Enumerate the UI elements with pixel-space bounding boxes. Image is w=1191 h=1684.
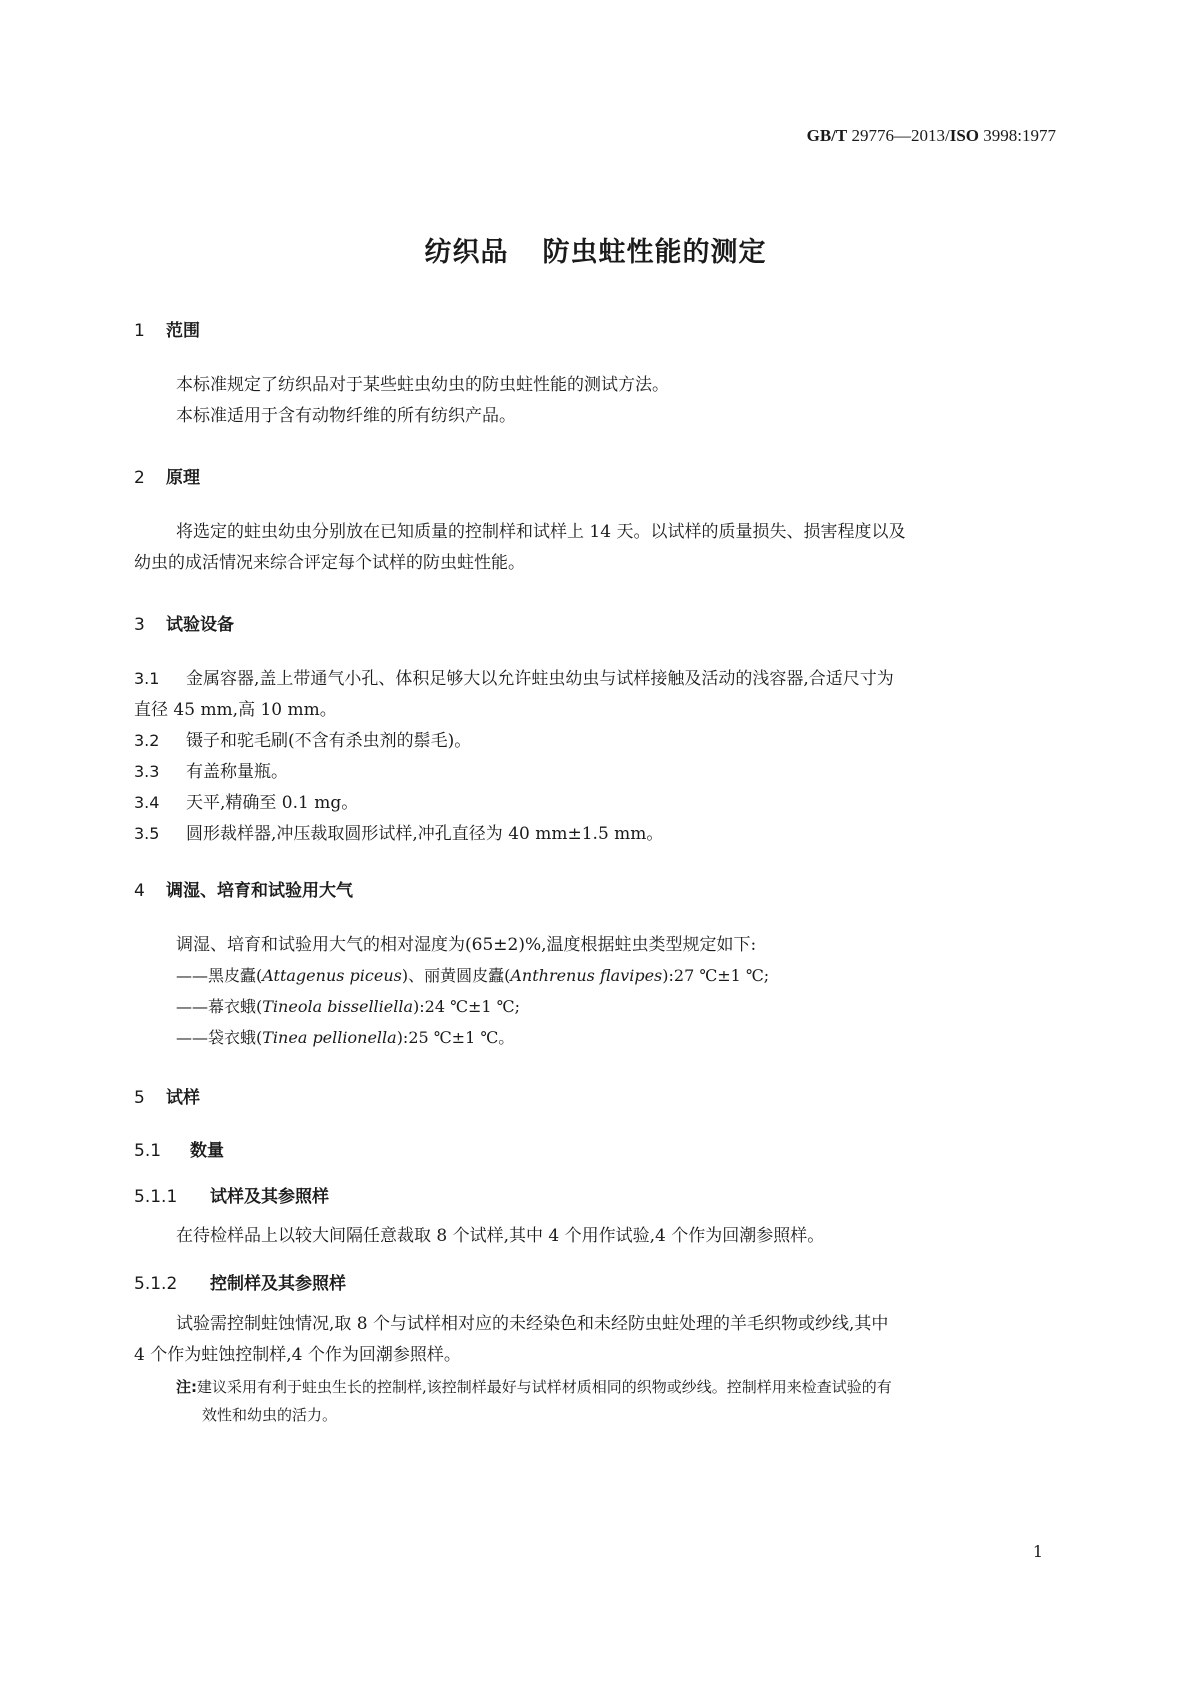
section-number: 5.1 <box>134 1141 162 1161</box>
temperature: ):27 ℃±1 ℃; <box>662 966 770 985</box>
item-3-1-continuation: 直径 45 mm,高 10 mm。 <box>134 700 337 720</box>
item-text: 金属容器,盖上带通气小孔、体积足够大以允许蛀虫幼虫与试样接触及活动的浅容器,合适尺寸为 <box>186 669 894 689</box>
section-2-heading <box>134 463 200 488</box>
section-5-1-2-para-line1: 试验需控制蛀蚀情况,取 8 个与试样相对应的未经染色和未经防虫蛀处理的羊毛织物或纱线,其中 <box>176 1314 889 1334</box>
item-text: 镊子和驼毛刷(不含有杀虫剂的鬃毛)。 <box>186 731 472 751</box>
section-number: 4 <box>134 881 145 901</box>
document-title <box>0 230 1191 269</box>
section-5-heading <box>134 1083 200 1108</box>
note-label: 注: <box>176 1378 197 1396</box>
section-number: 5 <box>134 1088 145 1108</box>
item-3-2 <box>134 725 471 757</box>
item-3-5 <box>134 818 663 850</box>
section-2-para-line2: 幼虫的成活情况来综合评定每个试样的防虫蛀性能。 <box>134 553 525 573</box>
section-number: 5.1.1 <box>134 1187 178 1207</box>
section-5-1-1-para: 在待检样品上以较大间隔任意裁取 8 个试样,其中 4 个用作试验,4 个作为回潮参照样。 <box>176 1226 825 1246</box>
section-5-1-2-heading <box>134 1269 346 1294</box>
latin-name: Attagenus piceus <box>262 966 402 985</box>
list-item <box>176 960 769 992</box>
note <box>176 1373 892 1401</box>
section-1-para2: 本标准适用于含有动物纤维的所有纺织产品。 <box>176 406 516 426</box>
section-1-para1: 本标准规定了纺织品对于某些蛀虫幼虫的防虫蛀性能的测试方法。 <box>176 375 669 395</box>
common-name: )、丽黄圆皮蠹( <box>401 966 511 985</box>
item-text: 有盖称量瓶。 <box>186 762 288 782</box>
section-5-1-1-heading <box>134 1182 329 1207</box>
section-number: 5.1.2 <box>134 1274 178 1294</box>
note-continuation: 效性和幼虫的活力。 <box>202 1406 338 1424</box>
item-text: 天平,精确至 0.1 mg。 <box>186 793 359 813</box>
item-3-3 <box>134 756 288 788</box>
common-name: 袋衣蛾( <box>208 1028 263 1047</box>
standard-prefix: GB/T <box>806 126 848 145</box>
section-title: 试样及其参照样 <box>210 1187 329 1207</box>
dash: —— <box>176 1028 208 1047</box>
latin-name: Tinea pellionella <box>262 1028 397 1047</box>
section-number: 1 <box>134 321 145 341</box>
section-title: 原理 <box>166 468 200 488</box>
latin-name: Tineola bisselliella <box>262 997 414 1016</box>
section-number: 2 <box>134 468 145 488</box>
item-3-1 <box>134 663 894 695</box>
section-5-1-2-para-line2: 4 个作为蛀蚀控制样,4 个作为回潮参照样。 <box>134 1345 461 1365</box>
item-number: 3.2 <box>134 731 160 750</box>
section-3-heading <box>134 610 234 635</box>
temperature: ):24 ℃±1 ℃; <box>413 997 520 1016</box>
standard-suffix: 3998:1977 <box>979 126 1056 145</box>
item-number: 3.5 <box>134 824 160 843</box>
title-part1: 纺织品 <box>424 237 509 268</box>
dash: —— <box>176 997 208 1016</box>
standard-number <box>807 126 1056 146</box>
section-title: 试样 <box>166 1088 200 1108</box>
title-part2: 防虫蛀性能的测定 <box>542 237 767 268</box>
section-title: 范围 <box>166 321 200 341</box>
section-4-heading <box>134 876 353 901</box>
section-2-para-line1: 将选定的蛀虫幼虫分别放在已知质量的控制样和试样上 14 天。以试样的质量损失、损害程度以及 <box>176 522 906 542</box>
section-title: 试验设备 <box>166 615 234 635</box>
section-5-1-heading <box>134 1136 224 1161</box>
section-title: 数量 <box>190 1141 224 1161</box>
item-3-4 <box>134 787 358 819</box>
list-item <box>176 1022 514 1054</box>
common-name: 黑皮蠹( <box>208 966 263 985</box>
item-number: 3.4 <box>134 793 160 812</box>
section-4-intro: 调湿、培育和试验用大气的相对湿度为(65±2)%,温度根据蛀虫类型规定如下: <box>176 935 757 955</box>
latin-name: Anthrenus flavipes <box>510 966 663 985</box>
section-1-heading <box>134 316 200 341</box>
section-title: 调湿、培育和试验用大气 <box>166 881 353 901</box>
section-number: 3 <box>134 615 145 635</box>
note-text: 建议采用有利于蛀虫生长的控制样,该控制样最好与试样材质相同的织物或纱线。控制样用来检查试验的有 <box>197 1378 892 1396</box>
item-number: 3.1 <box>134 669 160 688</box>
list-item <box>176 991 520 1023</box>
section-title: 控制样及其参照样 <box>210 1274 346 1294</box>
item-number: 3.3 <box>134 762 160 781</box>
page-number: 1 <box>1032 1542 1043 1561</box>
common-name: 幕衣蛾( <box>208 997 263 1016</box>
standard-iso: ISO <box>949 126 980 145</box>
temperature: ):25 ℃±1 ℃。 <box>396 1028 515 1047</box>
dash: —— <box>176 966 208 985</box>
item-text: 圆形裁样器,冲压裁取圆形试样,冲孔直径为 40 mm±1.5 mm。 <box>186 824 664 844</box>
standard-mid: 29776—2013/ <box>847 126 950 145</box>
